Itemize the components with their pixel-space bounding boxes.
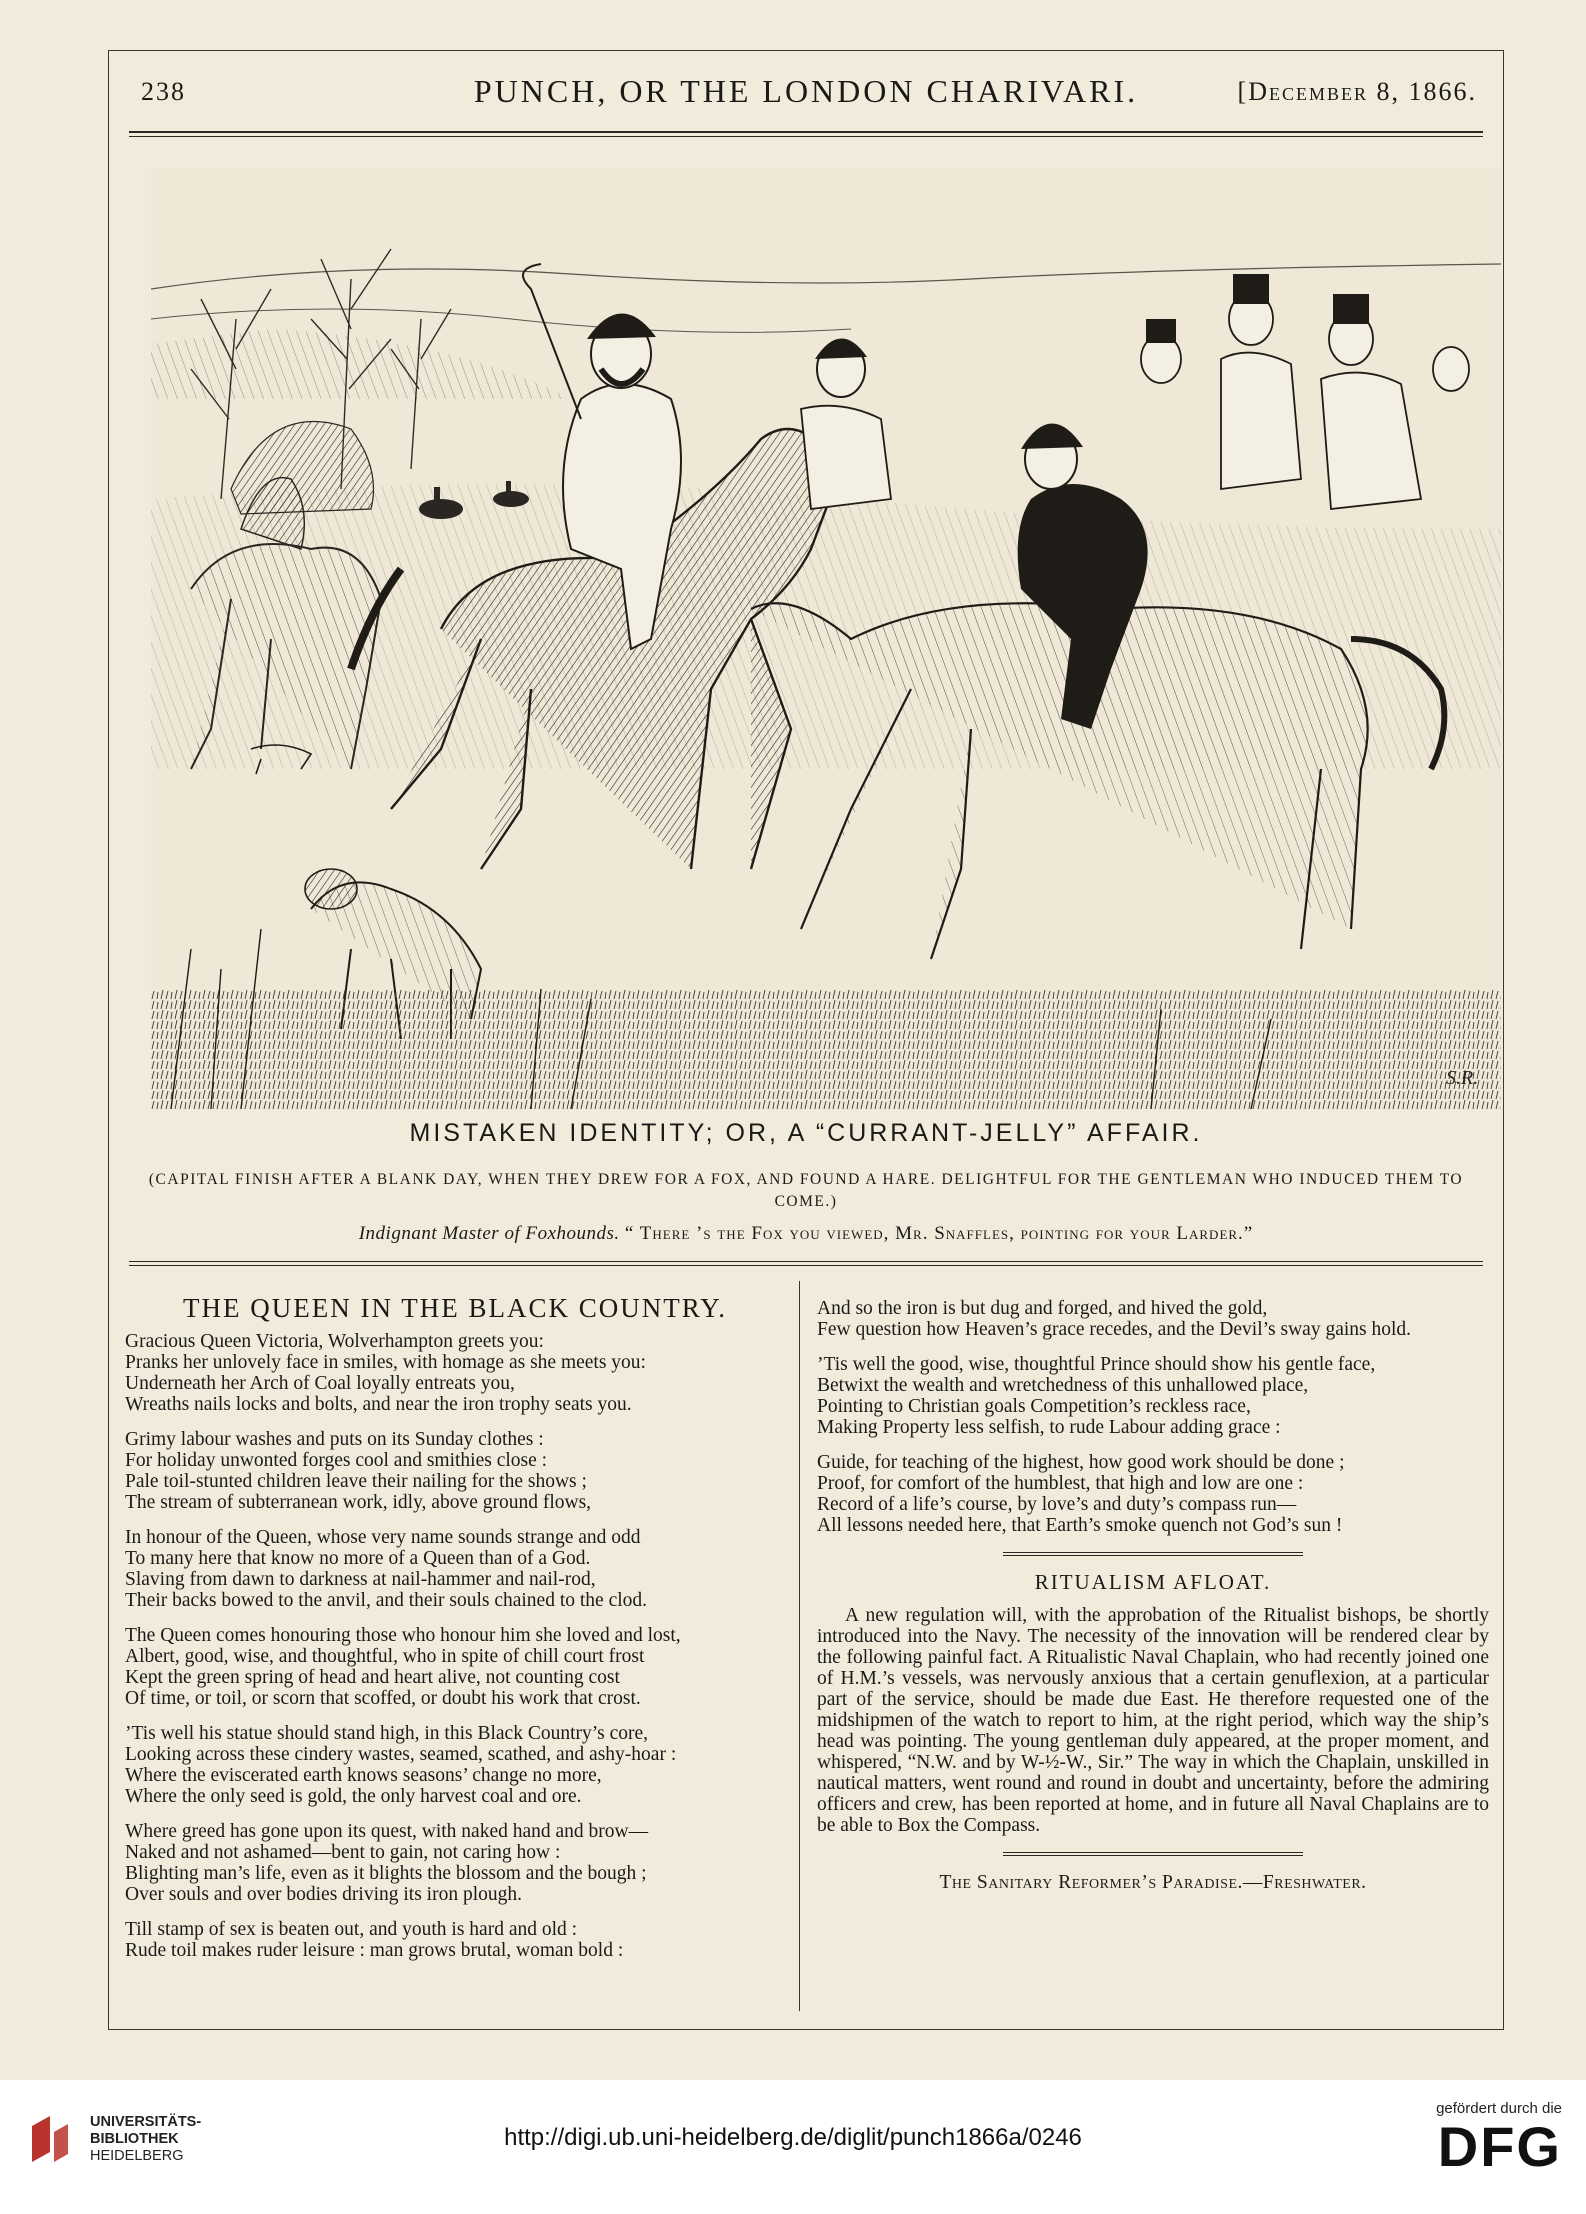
poem-stanza	[125, 1919, 785, 1961]
poem-line: Rude toil makes ruder leisure : man grows brutal, woman bold :	[125, 1940, 624, 1961]
poem-line: Over souls and over bodies driving its iron plough.	[125, 1884, 522, 1905]
hunting-scene-illustration	[151, 169, 1501, 1109]
artist-signature: S.R.	[1446, 1067, 1479, 1089]
poem-line: Naked and not ashamed—bent to gain, not caring how :	[125, 1842, 561, 1863]
poem-stanza	[125, 1821, 785, 1905]
section-rule	[1003, 1552, 1303, 1556]
poem-line: All lessons needed here, that Earth’s smoke quench not God’s sun !	[817, 1515, 1343, 1536]
poem-line: Making Property less selfish, to rude Labour adding grace :	[817, 1417, 1281, 1438]
poem-stanzas-left	[125, 1331, 785, 1961]
source-url-link[interactable]: http://digi.ub.uni-heidelberg.de/diglit/punch1866a/0246	[504, 2124, 1082, 2151]
poem-line: For holiday unwonted forges cool and smithies close :	[125, 1450, 548, 1471]
poem-line: Wreaths nails locks and bolts, and near the iron trophy seats you.	[125, 1394, 632, 1415]
closing-note: The Sanitary Reformer’s Paradise.—Freshwater.	[939, 1872, 1367, 1893]
poem-line: Betwixt the wealth and wretchedness of this unhallowed place,	[817, 1375, 1309, 1396]
page-number: 238	[141, 77, 186, 106]
funding-credit	[1412, 2100, 1562, 2177]
punch-page	[108, 50, 1504, 2030]
poem-stanzas-right	[817, 1298, 1489, 1536]
poem-line: The Queen comes honouring those who honour him she loved and lost,	[125, 1625, 681, 1646]
poem-line: To many here that know no more of a Queen than of a God.	[125, 1548, 591, 1569]
poem-line: Record of a life’s course, by love’s and duty’s compass run—	[817, 1494, 1297, 1515]
poem-line: ’Tis well his statue should stand high, in this Black Country’s core,	[125, 1723, 649, 1744]
poem-line: Blighting man’s life, even as it blights the blossom and the bough ;	[125, 1863, 647, 1884]
poem-line: In honour of the Queen, whose very name sounds strange and odd	[125, 1527, 641, 1548]
poem-line: Of time, or toil, or scorn that scoffed, or doubt his work that crost.	[125, 1688, 641, 1709]
poem-line: Their backs bowed to the anvil, and their souls chained to the clod.	[125, 1590, 648, 1611]
poem-line: Underneath her Arch of Coal loyally entreats you,	[125, 1373, 515, 1394]
poem-stanza	[125, 1625, 785, 1709]
issue-date: [December 8, 1866.	[1237, 77, 1477, 106]
poem-line: The stream of subterranean work, idly, above ground flows,	[125, 1492, 592, 1513]
funding-text: gefördert durch die	[1436, 2100, 1562, 2117]
poem-stanza	[817, 1354, 1489, 1438]
library-name-line-2: BIBLIOTHEK	[90, 2131, 179, 2147]
cartoon-subtitle: (CAPITAL FINISH AFTER A BLANK DAY, WHEN THEY DREW FOR A FOX, AND FOUND A HARE. DELIGHTFUL FOR THE GENTLEMAN WHO INDUCED THEM TO COME.)	[148, 1171, 1464, 1210]
poem-stanza	[817, 1452, 1489, 1536]
cartoon-title: MISTAKEN IDENTITY; OR, A “CURRANT-JELLY” AFFAIR.	[409, 1119, 1203, 1147]
poem-line: Where the eviscerated earth knows seasons’ change no more,	[125, 1765, 602, 1786]
poem-line: Where the only seed is gold, the only harvest coal and ore.	[125, 1786, 582, 1807]
ritualism-title: RITUALISM AFLOAT.	[1034, 1570, 1272, 1594]
library-name-line-1: UNIVERSITÄTS-	[90, 2114, 202, 2130]
poem-stanza	[125, 1723, 785, 1807]
periodical-title: PUNCH, OR THE LONDON CHARIVARI.	[473, 73, 1139, 109]
dfg-logo: DFG	[1437, 2115, 1562, 2178]
page-header	[109, 73, 1503, 113]
poem-line: Gracious Queen Victoria, Wolverhampton greets you:	[125, 1331, 544, 1352]
poem-stanza	[125, 1429, 785, 1513]
caption-rule	[129, 1261, 1483, 1266]
poem-line: ’Tis well the good, wise, thoughtful Prince should show his gentle face,	[817, 1354, 1376, 1375]
poem-line: Few question how Heaven’s grace recedes, and the Devil’s sway gains hold.	[817, 1319, 1412, 1340]
section-rule-2	[1003, 1852, 1303, 1856]
library-name-line-3: HEIDELBERG	[90, 2148, 184, 2164]
poem-line: Till stamp of sex is beaten out, and youth is hard and old :	[125, 1919, 578, 1940]
poem-title: THE QUEEN IN THE BLACK COUNTRY.	[183, 1293, 727, 1323]
poem-line: Grimy labour washes and puts on its Sunday clothes :	[125, 1429, 544, 1450]
poem-line: Pale toil-stunted children leave their nailing for the shows ;	[125, 1471, 587, 1492]
header-rule	[129, 131, 1483, 137]
poem-stanza	[125, 1527, 785, 1611]
ritualism-body: A new regulation will, with the approbation of the Ritualist bishops, be shortly introduced into the Navy. The necessity of the innovation will be rendered clear by the following painful fact. A Ritualistic Naval Chaplain, who had recently joined one of H.M.’s vessels, was nervously anxious that a certain genuflexion, at a particular part of the service, should be made due East. He therefore requested one of the midshipmen of the watch to report to him, at the right period, which way the ship’s head was pointing. The young gentleman duly appeared, at the proper moment, and whispered, “N.W. and by W-½-W., Sir.” The way in which the Chaplain, unskilled in nautical matters, went round and round in doubt and uncertainty, before the admiring officers and crew, has been reported at home, and in future all Naval Chaplains are to be able to Box the Compass.	[817, 1605, 1489, 1836]
poem-line: Kept the green spring of head and heart alive, not counting cost	[125, 1667, 620, 1688]
poem-line: Pointing to Christian goals Competition’s reckless race,	[817, 1396, 1251, 1417]
column-divider	[799, 1281, 800, 2011]
poem-stanza	[817, 1298, 1489, 1340]
poem-line: Pranks her unlovely face in smiles, with homage as she meets you:	[125, 1352, 646, 1373]
poem-line: Albert, good, wise, and thoughtful, who in spite of chill court frost	[125, 1646, 645, 1667]
quote-speaker: Indignant Master of Foxhounds.	[358, 1223, 620, 1244]
poem-line: Guide, for teaching of the highest, how good work should be done ;	[817, 1452, 1345, 1473]
poem-line: Where greed has gone upon its quest, with naked hand and brow—	[125, 1821, 649, 1842]
poem-stanza	[125, 1331, 785, 1415]
quote-text: “ There ’s the Fox you viewed, Mr. Snaffles, pointing for your Larder.”	[624, 1223, 1254, 1244]
right-column	[817, 1276, 1489, 1893]
poem-line: Slaving from dawn to darkness at nail-hammer and nail-rod,	[125, 1569, 596, 1590]
left-column	[125, 1276, 785, 1975]
cartoon-quote	[129, 1223, 1483, 1245]
poem-line: Looking across these cindery wastes, seamed, scathed, and ashy-hoar :	[125, 1744, 677, 1765]
poem-line: Proof, for comfort of the humblest, that high and low are one :	[817, 1473, 1304, 1494]
poem-line: And so the iron is but dug and forged, and hived the gold,	[817, 1298, 1268, 1319]
